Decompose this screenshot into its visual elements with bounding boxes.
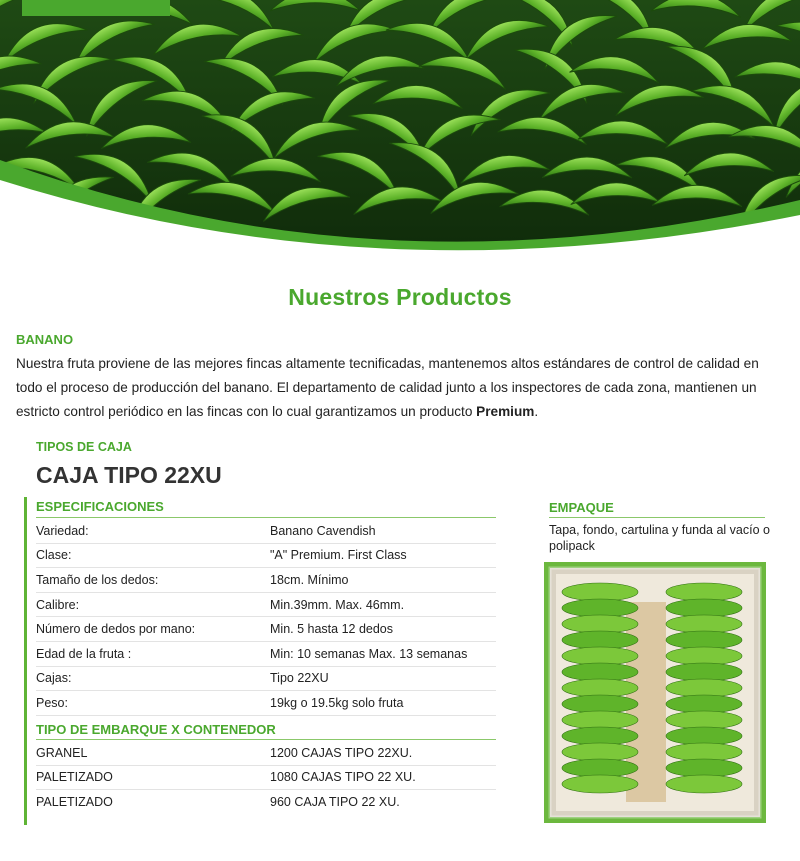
spec-row	[36, 519, 496, 544]
shipping-type: GRANEL	[36, 745, 88, 760]
shipping-heading: TIPO DE EMBARQUE X CONTENEDOR	[36, 722, 276, 737]
spec-row	[36, 593, 496, 618]
spec-key: Variedad:	[36, 523, 89, 538]
spec-row	[36, 667, 496, 692]
shipping-quantity: 1200 CAJAS TIPO 22XU.	[270, 745, 413, 760]
specs-table	[36, 519, 496, 716]
spec-key: Cajas:	[36, 671, 72, 686]
shipping-type: PALETIZADO	[36, 794, 113, 809]
spec-key: Tamaño de los dedos:	[36, 572, 159, 587]
spec-row	[36, 691, 496, 716]
intro-text-end: .	[534, 404, 539, 419]
spec-value: Min.39mm. Max. 46mm.	[270, 597, 405, 612]
shipping-row	[36, 790, 496, 814]
spec-value: Min. 5 hasta 12 dedos	[270, 622, 393, 637]
shipping-type: PALETIZADO	[36, 770, 113, 785]
hero-banana-image	[0, 0, 800, 265]
spec-value: Min: 10 semanas Max. 13 semanas	[270, 646, 468, 661]
box-types-label: TIPOS DE CAJA	[36, 440, 132, 454]
section-accent-bar	[24, 497, 27, 825]
packed-box-photo	[544, 562, 766, 823]
intro-bold-premium: Premium	[476, 404, 535, 419]
shipping-table	[36, 741, 496, 814]
specs-heading: ESPECIFICACIONES	[36, 499, 164, 514]
spec-value: 19kg o 19.5kg solo fruta	[270, 695, 404, 710]
shipping-quantity: 960 CAJA TIPO 22 XU.	[270, 794, 400, 809]
intro-paragraph	[16, 352, 786, 424]
shipping-divider	[36, 739, 496, 740]
spec-row	[36, 617, 496, 642]
box-title: CAJA TIPO 22XU	[36, 462, 222, 488]
shipping-quantity: 1080 CAJAS TIPO 22 XU.	[270, 770, 416, 785]
intro-text: Nuestra fruta proviene de las mejores fincas altamente tecnificadas, mantenemos altos estándares de control de calidad en todo el proceso de producción del banano. El departamento de calidad junto a los inspectores de cada zona, mantienen un estricto control periódico en las fincas con lo cual garantizamos un producto	[16, 356, 759, 419]
spec-key: Edad de la fruta :	[36, 646, 132, 661]
packaging-description: Tapa, fondo, cartulina y funda al vacío o polipack	[549, 523, 770, 553]
section-label-banano: BANANO	[16, 332, 74, 347]
spec-key: Peso:	[36, 695, 68, 710]
spec-value: "A" Premium. First Class	[270, 548, 407, 563]
packaging-divider	[549, 517, 765, 518]
spec-value: Tipo 22XU	[270, 671, 329, 686]
spec-row	[36, 568, 496, 593]
spec-value: Banano Cavendish	[270, 523, 376, 538]
shipping-row	[36, 741, 496, 766]
spec-row	[36, 544, 496, 569]
shipping-row	[36, 766, 496, 791]
page-title: Nuestros Productos	[288, 284, 512, 310]
spec-value: 18cm. Mínimo	[270, 572, 349, 587]
specs-divider	[36, 517, 496, 518]
spec-row	[36, 642, 496, 667]
spec-key: Clase:	[36, 548, 72, 563]
spec-key: Calibre:	[36, 597, 80, 612]
packaging-heading: EMPAQUE	[549, 500, 614, 515]
spec-key: Número de dedos por mano:	[36, 622, 196, 637]
